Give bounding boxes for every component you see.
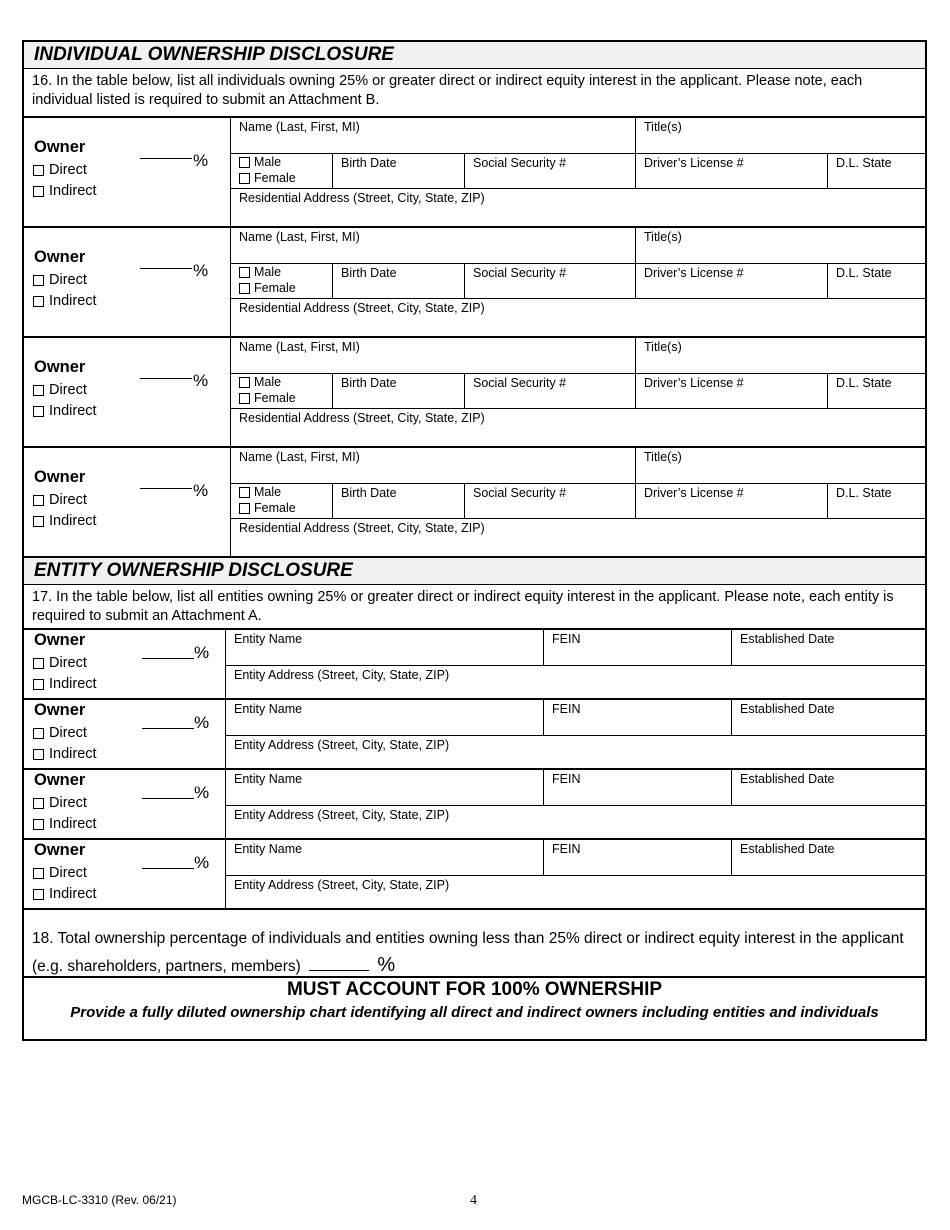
owner-percent-field[interactable]: [140, 378, 192, 379]
entity-details: [226, 700, 925, 768]
name-field[interactable]: Name (Last, First, MI): [231, 448, 636, 483]
name-field[interactable]: Name (Last, First, MI): [231, 118, 636, 153]
indirect-option[interactable]: [33, 403, 97, 419]
entity-owner-block: [24, 698, 925, 768]
dl-state-field[interactable]: D.L. State: [836, 376, 892, 390]
section-18-text-2: (e.g. shareholders, partners, members): [32, 958, 301, 975]
entity-address-field[interactable]: Entity Address (Street, City, State, ZIP): [234, 878, 450, 892]
entity-name-field[interactable]: Entity Name: [226, 770, 544, 805]
entity-address-field[interactable]: Entity Address (Street, City, State, ZIP): [234, 808, 450, 822]
indirect-label: Indirect: [49, 293, 97, 309]
drivers-license-field[interactable]: Driver’s License #: [636, 484, 828, 518]
birth-date-field[interactable]: Birth Date: [333, 374, 465, 408]
male-checkbox[interactable]: [239, 157, 250, 168]
section-18-text: 18. Total ownership percentage of individuals and entities owning less than 25% direct or indirect equity interest in the applicant: [32, 930, 904, 947]
owner-type-column: [24, 770, 226, 838]
drivers-license-field[interactable]: Driver’s License #: [636, 374, 828, 408]
owner-percent-field[interactable]: [142, 728, 194, 729]
indirect-checkbox[interactable]: [33, 516, 44, 527]
percent-symbol: %: [193, 371, 209, 390]
owner-type-column: [24, 338, 231, 446]
page-number: 4: [470, 1193, 477, 1208]
individual-owner-block: [24, 226, 925, 336]
entity-name-field[interactable]: Entity Name: [226, 630, 544, 665]
female-label: Female: [254, 281, 296, 295]
female-label: Female: [254, 391, 296, 405]
percent-symbol: %: [193, 151, 209, 170]
entity-details: [226, 630, 925, 698]
owner-type-column: [24, 448, 231, 556]
residential-address-field[interactable]: Residential Address (Street, City, State, ZIP): [239, 191, 485, 205]
entity-address-field[interactable]: Entity Address (Street, City, State, ZIP): [234, 738, 450, 752]
percent-symbol: %: [194, 853, 210, 872]
direct-option[interactable]: [33, 795, 87, 811]
direct-checkbox[interactable]: [33, 728, 44, 739]
male-label: Male: [254, 485, 282, 499]
indirect-checkbox[interactable]: [33, 296, 44, 307]
indirect-checkbox[interactable]: [33, 749, 44, 760]
established-date-field[interactable]: Established Date: [740, 702, 835, 716]
female-option[interactable]: [239, 500, 332, 516]
drivers-license-field[interactable]: Driver’s License #: [636, 264, 828, 298]
birth-date-field[interactable]: Birth Date: [333, 264, 465, 298]
owner-percent-field[interactable]: [140, 158, 192, 159]
indirect-option[interactable]: [33, 746, 97, 762]
direct-label: Direct: [49, 865, 87, 881]
titles-field[interactable]: Title(s): [644, 230, 682, 244]
owner-label: Owner: [34, 468, 86, 486]
individual-section-heading: INDIVIDUAL OWNERSHIP DISCLOSURE: [24, 42, 925, 69]
owner-label: Owner: [34, 631, 86, 649]
entity-address-field[interactable]: Entity Address (Street, City, State, ZIP): [234, 668, 450, 682]
indirect-label: Indirect: [49, 513, 97, 529]
ssn-field[interactable]: Social Security #: [465, 374, 636, 408]
percent-symbol: %: [194, 713, 210, 732]
individual-owner-block: [24, 446, 925, 556]
indirect-checkbox[interactable]: [33, 819, 44, 830]
owner-type-column: [24, 228, 231, 336]
must-account-subtitle: Provide a fully diluted ownership chart identifying all direct and indirect owners including entities and individuals: [70, 1004, 879, 1021]
female-checkbox[interactable]: [239, 173, 250, 184]
individual-details: [231, 448, 925, 556]
owner-percent-field[interactable]: [142, 798, 194, 799]
female-option[interactable]: [239, 280, 332, 296]
residential-address-field[interactable]: Residential Address (Street, City, State, ZIP): [239, 521, 485, 535]
dl-state-field[interactable]: D.L. State: [836, 266, 892, 280]
individual-details: [231, 118, 925, 226]
name-field[interactable]: Name (Last, First, MI): [231, 228, 636, 263]
entity-owner-block: [24, 768, 925, 838]
owner-type-column: [24, 630, 226, 698]
female-checkbox[interactable]: [239, 393, 250, 404]
direct-option[interactable]: [33, 725, 87, 741]
direct-option[interactable]: [33, 382, 87, 398]
gender-field: [231, 374, 333, 408]
indirect-checkbox[interactable]: [33, 679, 44, 690]
indirect-label: Indirect: [49, 816, 97, 832]
ssn-field[interactable]: Social Security #: [465, 484, 636, 518]
owner-label: Owner: [34, 138, 86, 156]
female-option[interactable]: [239, 390, 332, 406]
owner-type-column: [24, 700, 226, 768]
female-label: Female: [254, 171, 296, 185]
must-account-title: MUST ACCOUNT FOR 100% OWNERSHIP: [286, 979, 663, 1000]
owner-label: Owner: [34, 771, 86, 789]
indirect-option[interactable]: [33, 513, 97, 529]
gender-field: [231, 484, 333, 518]
percent-symbol: %: [194, 643, 210, 662]
established-date-field[interactable]: Established Date: [740, 772, 835, 786]
entity-details: [226, 840, 925, 908]
individual-details: [231, 338, 925, 446]
entity-details: [226, 770, 925, 838]
indirect-option[interactable]: [33, 293, 97, 309]
direct-option[interactable]: [33, 655, 87, 671]
indirect-checkbox[interactable]: [33, 186, 44, 197]
male-option[interactable]: [239, 374, 332, 390]
fein-field[interactable]: FEIN: [544, 700, 732, 735]
entity-section-heading: ENTITY OWNERSHIP DISCLOSURE: [24, 556, 925, 585]
birth-date-field[interactable]: Birth Date: [333, 484, 465, 518]
male-checkbox[interactable]: [239, 377, 250, 388]
indirect-checkbox[interactable]: [33, 406, 44, 417]
direct-option[interactable]: [33, 492, 87, 508]
entity-owner-block: [24, 838, 925, 908]
percent-symbol: %: [193, 261, 209, 280]
owner-label: Owner: [34, 358, 86, 376]
fein-field[interactable]: FEIN: [544, 840, 732, 875]
female-checkbox[interactable]: [239, 283, 250, 294]
form-id: MGCB-LC-3310 (Rev. 06/21): [22, 1193, 177, 1207]
direct-checkbox[interactable]: [33, 798, 44, 809]
gender-field: [231, 264, 333, 298]
direct-label: Direct: [49, 795, 87, 811]
dl-state-field[interactable]: D.L. State: [836, 156, 892, 170]
male-option[interactable]: [239, 154, 332, 170]
male-option[interactable]: [239, 264, 332, 280]
entity-name-field[interactable]: Entity Name: [226, 700, 544, 735]
individual-instruction: 16. In the table below, list all individuals owning 25% or greater direct or indirect equity interest in the applicant. Please note, each individual listed is required to submit an Attachment B.: [32, 73, 863, 108]
indirect-option[interactable]: [33, 183, 97, 199]
female-checkbox[interactable]: [239, 503, 250, 514]
indirect-label: Indirect: [49, 183, 97, 199]
dl-state-field[interactable]: D.L. State: [836, 486, 892, 500]
owner-label: Owner: [34, 701, 86, 719]
entity-instruction: 17. In the table below, list all entities owning 25% or greater direct or indirect equity interest in the applicant. Please note, each entity is required to submit an Attachment A.: [32, 589, 894, 624]
direct-checkbox[interactable]: [33, 658, 44, 669]
entity-owner-block: [24, 628, 925, 698]
direct-label: Direct: [49, 382, 87, 398]
gender-field: [231, 154, 333, 188]
residential-address-field[interactable]: Residential Address (Street, City, State, ZIP): [239, 411, 485, 425]
must-account-box: [24, 976, 925, 1039]
direct-checkbox[interactable]: [33, 275, 44, 286]
titles-field[interactable]: Title(s): [644, 120, 682, 134]
owner-type-column: [24, 840, 226, 908]
female-option[interactable]: [239, 170, 332, 186]
male-checkbox[interactable]: [239, 267, 250, 278]
direct-checkbox[interactable]: [33, 385, 44, 396]
ssn-field[interactable]: Social Security #: [465, 154, 636, 188]
direct-checkbox[interactable]: [33, 165, 44, 176]
owner-percent-field[interactable]: [140, 488, 192, 489]
birth-date-field[interactable]: Birth Date: [333, 154, 465, 188]
individual-details: [231, 228, 925, 336]
indirect-option[interactable]: [33, 816, 97, 832]
owner-label: Owner: [34, 841, 86, 859]
owner-label: Owner: [34, 248, 86, 266]
indirect-label: Indirect: [49, 746, 97, 762]
direct-option[interactable]: [33, 865, 87, 881]
name-field[interactable]: Name (Last, First, MI): [231, 338, 636, 373]
direct-option[interactable]: [33, 162, 87, 178]
owner-percent-field[interactable]: [140, 268, 192, 269]
male-checkbox[interactable]: [239, 487, 250, 498]
titles-field[interactable]: Title(s): [644, 340, 682, 354]
ownership-form: [22, 40, 927, 1041]
male-option[interactable]: [239, 484, 332, 500]
owner-type-column: [24, 118, 231, 226]
individual-owner-block: [24, 336, 925, 446]
owner-percent-field[interactable]: [142, 868, 194, 869]
established-date-field[interactable]: Established Date: [740, 632, 835, 646]
established-date-field[interactable]: Established Date: [740, 842, 835, 856]
indirect-checkbox[interactable]: [33, 889, 44, 900]
indirect-option[interactable]: [33, 676, 97, 692]
indirect-label: Indirect: [49, 676, 97, 692]
indirect-option[interactable]: [33, 886, 97, 902]
section-18-percent-symbol: %: [377, 954, 396, 976]
percent-symbol: %: [194, 783, 210, 802]
direct-checkbox[interactable]: [33, 495, 44, 506]
fein-field[interactable]: FEIN: [544, 770, 732, 805]
individual-owner-block: [24, 116, 925, 226]
direct-option[interactable]: [33, 272, 87, 288]
fein-field[interactable]: FEIN: [544, 630, 732, 665]
direct-label: Direct: [49, 272, 87, 288]
direct-checkbox[interactable]: [33, 868, 44, 879]
male-label: Male: [254, 155, 282, 169]
entity-name-field[interactable]: Entity Name: [226, 840, 544, 875]
titles-field[interactable]: Title(s): [644, 450, 682, 464]
section-18: [24, 908, 925, 976]
direct-label: Direct: [49, 655, 87, 671]
female-label: Female: [254, 501, 296, 515]
residential-address-field[interactable]: Residential Address (Street, City, State, ZIP): [239, 301, 485, 315]
direct-label: Direct: [49, 725, 87, 741]
indirect-label: Indirect: [49, 886, 97, 902]
drivers-license-field[interactable]: Driver’s License #: [636, 154, 828, 188]
ssn-field[interactable]: Social Security #: [465, 264, 636, 298]
direct-label: Direct: [49, 492, 87, 508]
male-label: Male: [254, 375, 282, 389]
direct-label: Direct: [49, 162, 87, 178]
indirect-label: Indirect: [49, 403, 97, 419]
owner-percent-field[interactable]: [142, 658, 194, 659]
male-label: Male: [254, 265, 282, 279]
percent-symbol: %: [193, 481, 209, 500]
section-18-percent-field[interactable]: [309, 956, 369, 971]
